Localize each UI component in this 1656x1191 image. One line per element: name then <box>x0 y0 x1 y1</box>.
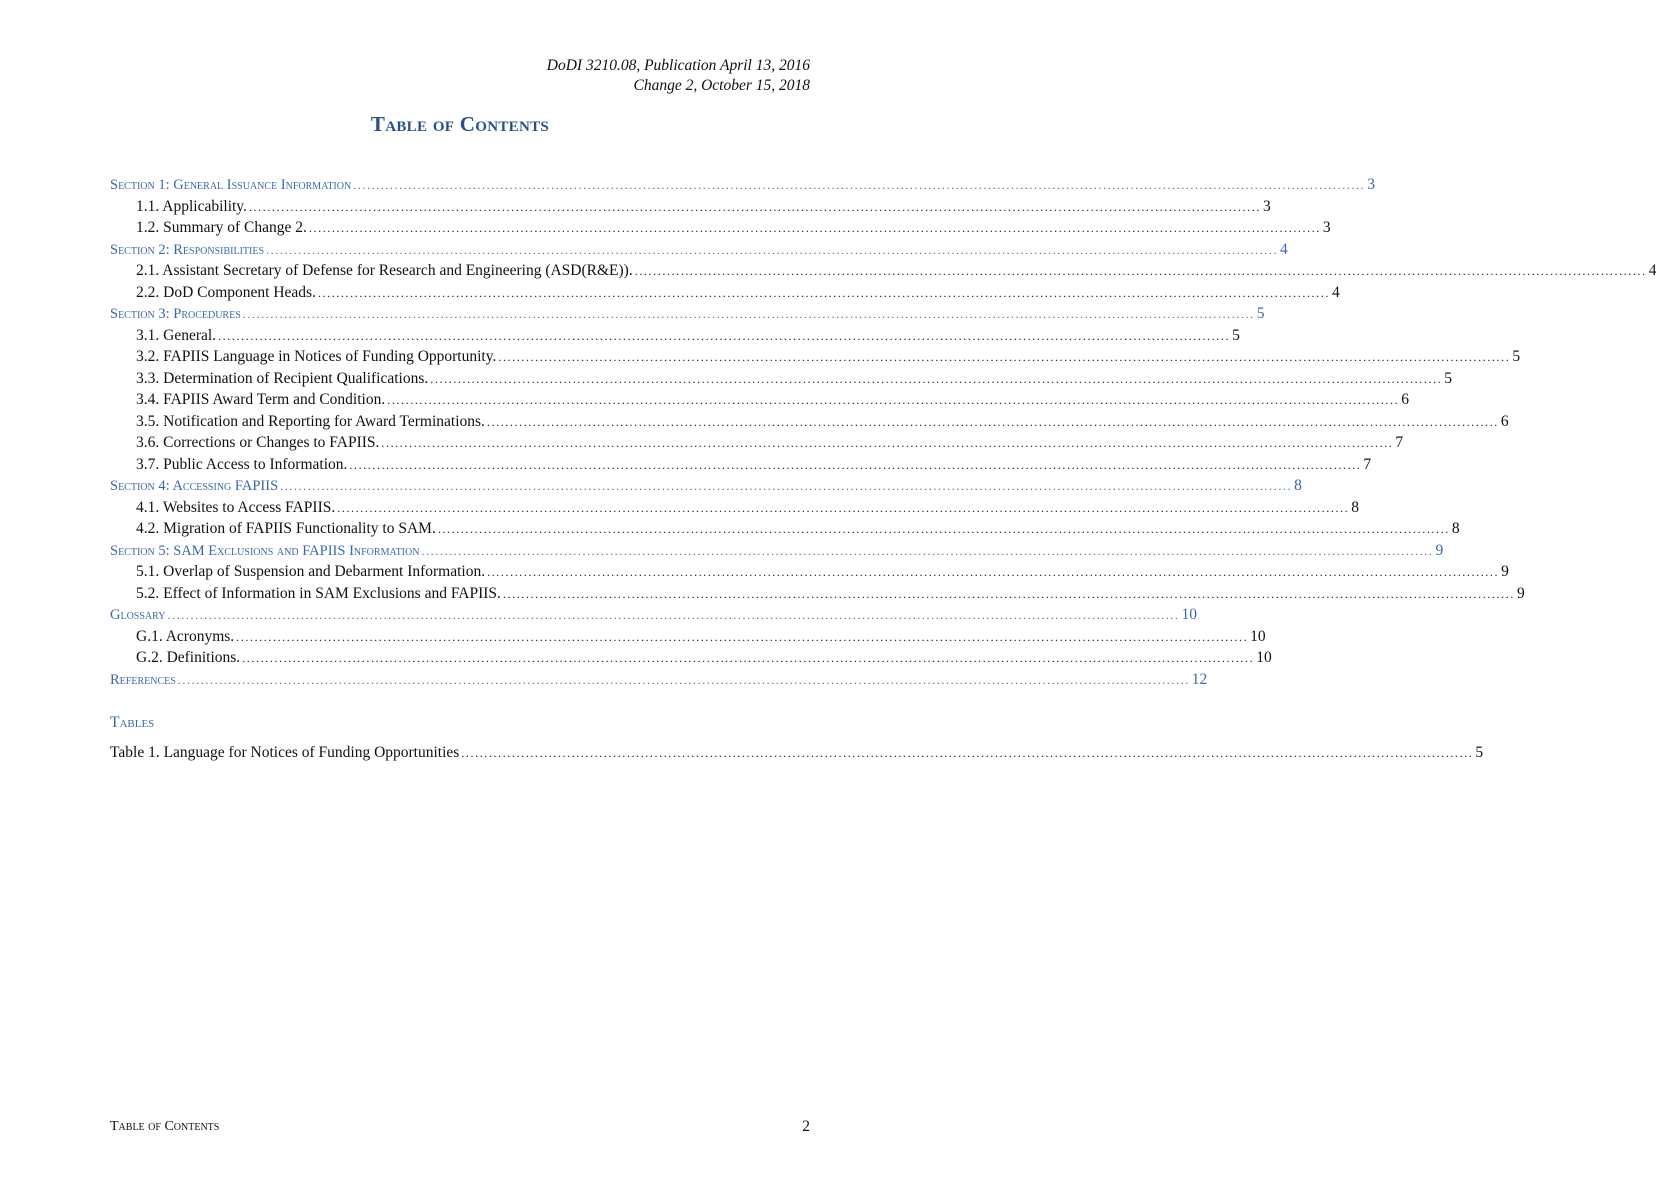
toc-entry-page-number: 3 <box>1262 197 1271 215</box>
toc-entry-label: Section 1: General Issuance Information <box>110 177 352 193</box>
toc-subsection-link[interactable] <box>110 391 1409 413</box>
dot-leader: ............................................................................................................................................................................................................................ <box>317 285 1330 300</box>
toc-entry-label: Glossary <box>110 607 166 623</box>
dot-leader: ............................................................................................................................................................................................................................ <box>437 522 1450 536</box>
toc-subsection-link[interactable] <box>110 369 1453 392</box>
toc-subsection-link[interactable] <box>110 520 1460 542</box>
toc-entry-label: 3.4. FAPIIS Award Term and Condition. <box>136 391 386 408</box>
toc-subsection-link[interactable] <box>110 498 1359 521</box>
toc-entry-page-number: 8 <box>1294 477 1302 494</box>
toc-entry-page-number: 3 <box>1367 176 1375 193</box>
page-title: Table of Contents <box>370 112 550 136</box>
dot-leader: ............................................................................................................................................................................................................................ <box>218 328 1231 343</box>
tables-heading: Tables <box>110 714 155 731</box>
dot-leader: ............................................................................................................................................................................................................................ <box>634 264 1647 278</box>
toc-section-link[interactable] <box>110 305 1265 327</box>
toc-entry-label: 3.5. Notification and Reporting for Award Terminations. <box>136 412 485 430</box>
toc-entry-label: 3.3. Determination of Recipient Qualifications. <box>136 369 429 387</box>
toc-entry-label: 5.2. Effect of Information in SAM Exclusions and FAPIIS. <box>136 584 501 602</box>
toc-entry-page-number: 12 <box>1191 670 1208 688</box>
dot-leader: ............................................................................................................................................................................................................................ <box>280 479 1293 493</box>
toc-entry-label: 3.2. FAPIIS Language in Notices of Funding Opportunity. <box>136 348 497 365</box>
toc-subsection-link[interactable] <box>110 455 1372 478</box>
dot-leader: ............................................................................................................................................................................................................................ <box>248 199 1261 214</box>
toc-section-link[interactable] <box>110 240 1288 263</box>
toc-entry-page-number: 4 <box>1331 283 1340 301</box>
toc-entry-page-number: 8 <box>1451 520 1460 537</box>
table-list-link[interactable] <box>110 744 1484 766</box>
toc-entry-label: 1.2. Summary of Change 2. <box>136 219 307 236</box>
tables-list <box>110 744 1484 766</box>
toc-subsection-link[interactable] <box>110 219 1331 241</box>
toc-entry-page-number: 8 <box>1351 498 1359 516</box>
toc-section-link[interactable] <box>110 606 1197 628</box>
toc-subsection-link[interactable] <box>110 563 1509 585</box>
toc-subsection-link[interactable] <box>110 283 1340 306</box>
header-publication-line: DoDI 3210.08, Publication April 13, 2016 <box>546 57 810 74</box>
toc-section-link[interactable] <box>110 541 1444 564</box>
toc-subsection-link[interactable] <box>110 348 1521 370</box>
toc-entry-label: 2.2. DoD Component Heads. <box>136 283 316 301</box>
toc-entry-page-number: 9 <box>1435 541 1444 559</box>
toc-entry-label: Section 2: Responsibilities <box>110 241 265 258</box>
toc-entry-label: 3.7. Public Access to Information. <box>136 455 348 473</box>
toc-entry-label: 1.1. Applicability. <box>136 197 247 215</box>
dot-leader: ............................................................................................................................................................................................................................ <box>502 586 1515 601</box>
toc-subsection-link[interactable] <box>110 262 1656 284</box>
dot-leader: ............................................................................................................................................................................................................................ <box>167 608 1180 622</box>
toc-entry-page-number: 10 <box>1181 606 1197 623</box>
dot-leader: ............................................................................................................................................................................................................................ <box>177 672 1190 687</box>
toc-entry-label: References <box>110 671 176 688</box>
toc-entry-label: Section 3: Procedures <box>110 306 241 322</box>
dot-leader: ............................................................................................................................................................................................................................ <box>308 221 1321 235</box>
toc-entry-page-number: 5 <box>1232 326 1240 344</box>
dot-leader: ............................................................................................................................................................................................................................ <box>421 543 1434 558</box>
dot-leader: ............................................................................................................................................................................................................................ <box>266 242 1279 257</box>
toc-subsection-link[interactable] <box>110 584 1525 607</box>
toc-entry-label: 5.1. Overlap of Suspension and Debarment Information. <box>136 563 486 580</box>
toc-entry-page-number: 10 <box>1250 627 1266 645</box>
toc-entry-label: Section 5: SAM Exclusions and FAPIIS Information <box>110 542 420 559</box>
dot-leader: ............................................................................................................................................................................................................................ <box>461 746 1474 760</box>
toc-subsection-link[interactable] <box>110 326 1240 349</box>
toc-entry-page-number: 4 <box>1280 240 1288 258</box>
dot-leader: ............................................................................................................................................................................................................................ <box>236 629 1249 644</box>
dot-leader: ............................................................................................................................................................................................................................ <box>486 414 1499 429</box>
table-of-contents <box>110 176 1656 692</box>
toc-subsection-link[interactable] <box>110 649 1272 671</box>
toc-entry-label: 4.1. Websites to Access FAPIIS. <box>136 498 336 516</box>
dot-leader: ............................................................................................................................................................................................................................ <box>242 651 1255 665</box>
toc-entry-page-number: 6 <box>1500 412 1509 430</box>
toc-entry-page-number: 6 <box>1401 391 1409 408</box>
toc-entry-page-number: 5 <box>1475 744 1484 761</box>
dot-leader: ............................................................................................................................................................................................................................ <box>430 371 1443 386</box>
toc-subsection-link[interactable] <box>110 627 1266 650</box>
dot-leader: ............................................................................................................................................................................................................................ <box>498 350 1511 364</box>
toc-entry-page-number: 7 <box>1363 455 1372 473</box>
toc-subsection-link[interactable] <box>110 434 1404 456</box>
toc-section-link[interactable] <box>110 670 1208 693</box>
toc-section-link[interactable] <box>110 477 1302 499</box>
toc-entry-label: Table 1. Language for Notices of Funding Opportunities <box>110 744 460 761</box>
toc-entry-label: G.2. Definitions. <box>136 649 241 666</box>
toc-entry-page-number: 3 <box>1322 219 1331 236</box>
toc-entry-page-number: 5 <box>1256 305 1265 322</box>
toc-entry-label: G.1. Acronyms. <box>136 627 235 645</box>
dot-leader: ............................................................................................................................................................................................................................ <box>487 565 1500 579</box>
footer-section-title: Table of Contents <box>110 1119 220 1134</box>
header-change-line: Change 2, October 15, 2018 <box>633 77 810 94</box>
toc-entry-page-number: 5 <box>1444 369 1453 387</box>
toc-entry-page-number: 9 <box>1501 563 1509 580</box>
toc-entry-label: 3.1. General. <box>136 326 217 344</box>
toc-entry-label: 4.2. Migration of FAPIIS Functionality to SAM. <box>136 520 436 537</box>
footer-page-number: 2 <box>802 1118 810 1135</box>
dot-leader: ............................................................................................................................................................................................................................ <box>242 307 1255 321</box>
dot-leader: ............................................................................................................................................................................................................................ <box>381 436 1394 450</box>
toc-entry-page-number: 7 <box>1395 434 1404 451</box>
toc-entry-label: 2.1. Assistant Secretary of Defense for Research and Engineering (ASD(R&E)). <box>136 262 633 279</box>
toc-section-link[interactable] <box>110 176 1375 198</box>
toc-entry-label: 3.6. Corrections or Changes to FAPIIS. <box>136 434 380 451</box>
dot-leader: ............................................................................................................................................................................................................................ <box>349 457 1362 472</box>
toc-entry-page-number: 5 <box>1512 348 1521 365</box>
dot-leader: ............................................................................................................................................................................................................................ <box>353 178 1366 192</box>
dot-leader: ............................................................................................................................................................................................................................ <box>387 393 1400 407</box>
toc-entry-page-number: 10 <box>1256 649 1272 666</box>
dot-leader: ............................................................................................................................................................................................................................ <box>337 500 1350 515</box>
toc-subsection-link[interactable] <box>110 197 1271 220</box>
toc-entry-page-number: 9 <box>1516 584 1525 602</box>
toc-entry-label: Section 4: Accessing FAPIIS <box>110 478 279 494</box>
toc-subsection-link[interactable] <box>110 412 1509 435</box>
toc-entry-page-number: 4 <box>1648 262 1656 279</box>
